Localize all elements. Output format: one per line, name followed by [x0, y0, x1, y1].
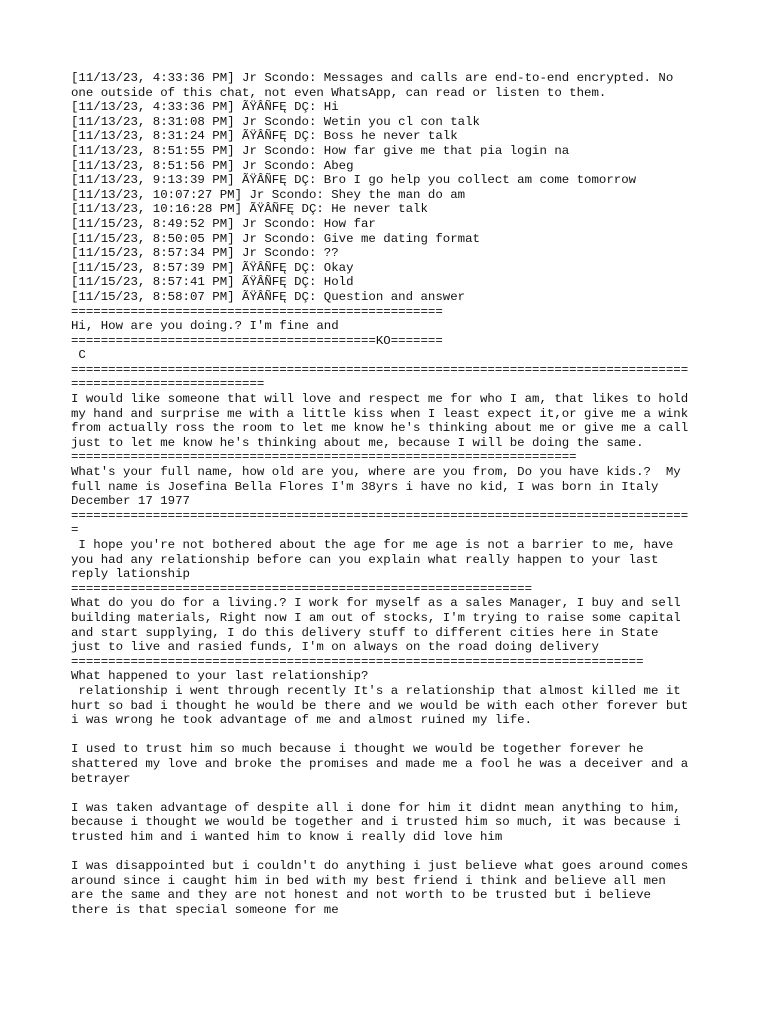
text-line: my hand and surprise me with a little kiss when I least expect it,or give me a wink [71, 406, 689, 421]
text-line: [11/13/23, 8:31:24 PM] ÃŸÂÑFĘ DÇ: Boss he never talk [71, 129, 458, 144]
text-line: shattered my love and broke the promises and made me a fool he was a deceiver and a [71, 756, 689, 771]
text-line: [11/13/23, 8:51:56 PM] Jr Scondo: Abeg [71, 158, 354, 173]
text-line: building materials, Right now I am out of stocks, I'm trying to raise some capital [71, 610, 681, 625]
text-line: just to let me know he's thinking about me, because I will be doing the same. [71, 435, 644, 450]
text-line: just to live and rasied funds, I'm on always on the road doing delivery [71, 640, 599, 655]
text-line: [11/13/23, 10:07:27 PM] Jr Scondo: Shey the man do am [71, 187, 466, 202]
text-line: trusted him and i wanted him to know i really did love him [71, 829, 503, 844]
text-line: you had any relationship before can you explain what really happen to your last [71, 552, 659, 567]
text-line [71, 786, 711, 801]
text-line: ============================================================== [71, 581, 533, 596]
text-line [71, 844, 711, 859]
text-line: [11/15/23, 8:49:52 PM] Jr Scondo: How far [71, 216, 376, 231]
text-line: I hope you're not bothered about the age for me age is not a barrier to me, have [71, 538, 674, 552]
text-line: there is that special someone for me [71, 902, 339, 917]
text-line: =================================================================================== [71, 508, 689, 523]
text-line: ============================================================================= [71, 654, 644, 669]
text-line: full name is Josefina Bella Flores I'm 38yrs i have no kid, I was born in Italy [71, 479, 659, 494]
text-line: Hi, How are you doing.? I'm fine and [71, 319, 339, 334]
text-line: and start supplying, I do this delivery stuff to different cities here in State [71, 625, 659, 640]
text-line: ==================================================================== [71, 450, 577, 465]
text-line: relationship i went through recently It's a relationship that almost killed me it [71, 683, 681, 698]
text-line: [11/13/23, 4:33:36 PM] Jr Scondo: Messages and calls are end-to-end encrypted. No [71, 71, 674, 85]
text-line: [11/15/23, 8:57:34 PM] Jr Scondo: ?? [71, 246, 339, 261]
text-line: [11/13/23, 8:31:08 PM] Jr Scondo: Wetin you cl con talk [71, 114, 480, 129]
text-line: hurt so bad i thought he would be there and we would be with each other forever but [71, 698, 689, 713]
text-line: I used to trust him so much because i thought we would be together forever he [71, 742, 644, 757]
text-line: I was disappointed but i couldn't do anything i just believe what goes around comes [71, 859, 689, 874]
text-line: ========================== [71, 377, 265, 392]
text-line: ================================================== [71, 304, 443, 319]
text-line [71, 728, 711, 743]
text-line: What's your full name, how old are you, where are you from, Do you have kids.? My [71, 465, 681, 480]
text-line: [11/13/23, 4:33:36 PM] ÃŸÂÑFĘ DÇ: Hi [71, 100, 339, 115]
text-line: because i thought we would be together and i trusted him so much, it was because i [71, 815, 681, 830]
text-line: [11/13/23, 9:13:39 PM] ÃŸÂÑFĘ DÇ: Bro I go help you collect am come tomorrow [71, 173, 637, 188]
text-line: What happened to your last relationship? [71, 669, 369, 684]
text-line: [11/13/23, 10:16:28 PM] ÃŸÂÑFĘ DÇ: He never talk [71, 202, 428, 217]
text-line: =========================================KO======= [71, 333, 443, 348]
text-line: reply lationship [71, 567, 190, 582]
text-line: [11/15/23, 8:57:41 PM] ÃŸÂÑFĘ DÇ: Hold [71, 275, 354, 290]
text-line: C [71, 348, 86, 363]
text-line: [11/13/23, 8:51:55 PM] Jr Scondo: How far give me that pia login na [71, 143, 570, 158]
text-line: betrayer [71, 771, 131, 786]
text-line: I was taken advantage of despite all i done for him it didnt mean anything to him, [71, 800, 681, 815]
text-line: one outside of this chat, not even WhatsApp, can read or listen to them. [71, 85, 607, 100]
text-line: December 17 1977 [71, 494, 190, 509]
text-line: = [71, 523, 79, 538]
text-line: =================================================================================== [71, 362, 689, 377]
text-line: are the same and they are not honest and not worth to be trusted but i believe [71, 888, 651, 903]
text-line: [11/15/23, 8:50:05 PM] Jr Scondo: Give me dating format [71, 231, 480, 246]
document-page [71, 71, 711, 917]
text-line: around since i caught him in bed with my best friend i think and believe all men [71, 873, 666, 888]
text-line: i was wrong he took advantage of me and almost ruined my life. [71, 713, 533, 728]
text-line: What do you do for a living.? I work for myself as a sales Manager, I buy and sell [71, 596, 681, 611]
text-line: [11/15/23, 8:57:39 PM] ÃŸÂÑFĘ DÇ: Okay [71, 260, 354, 275]
text-line: from actually ross the room to let me know he's thinking about me or give me a call [71, 421, 689, 436]
text-line: I would like someone that will love and respect me for who I am, that likes to hold [71, 392, 689, 407]
text-line: [11/15/23, 8:58:07 PM] ÃŸÂÑFĘ DÇ: Question and answer [71, 289, 466, 304]
